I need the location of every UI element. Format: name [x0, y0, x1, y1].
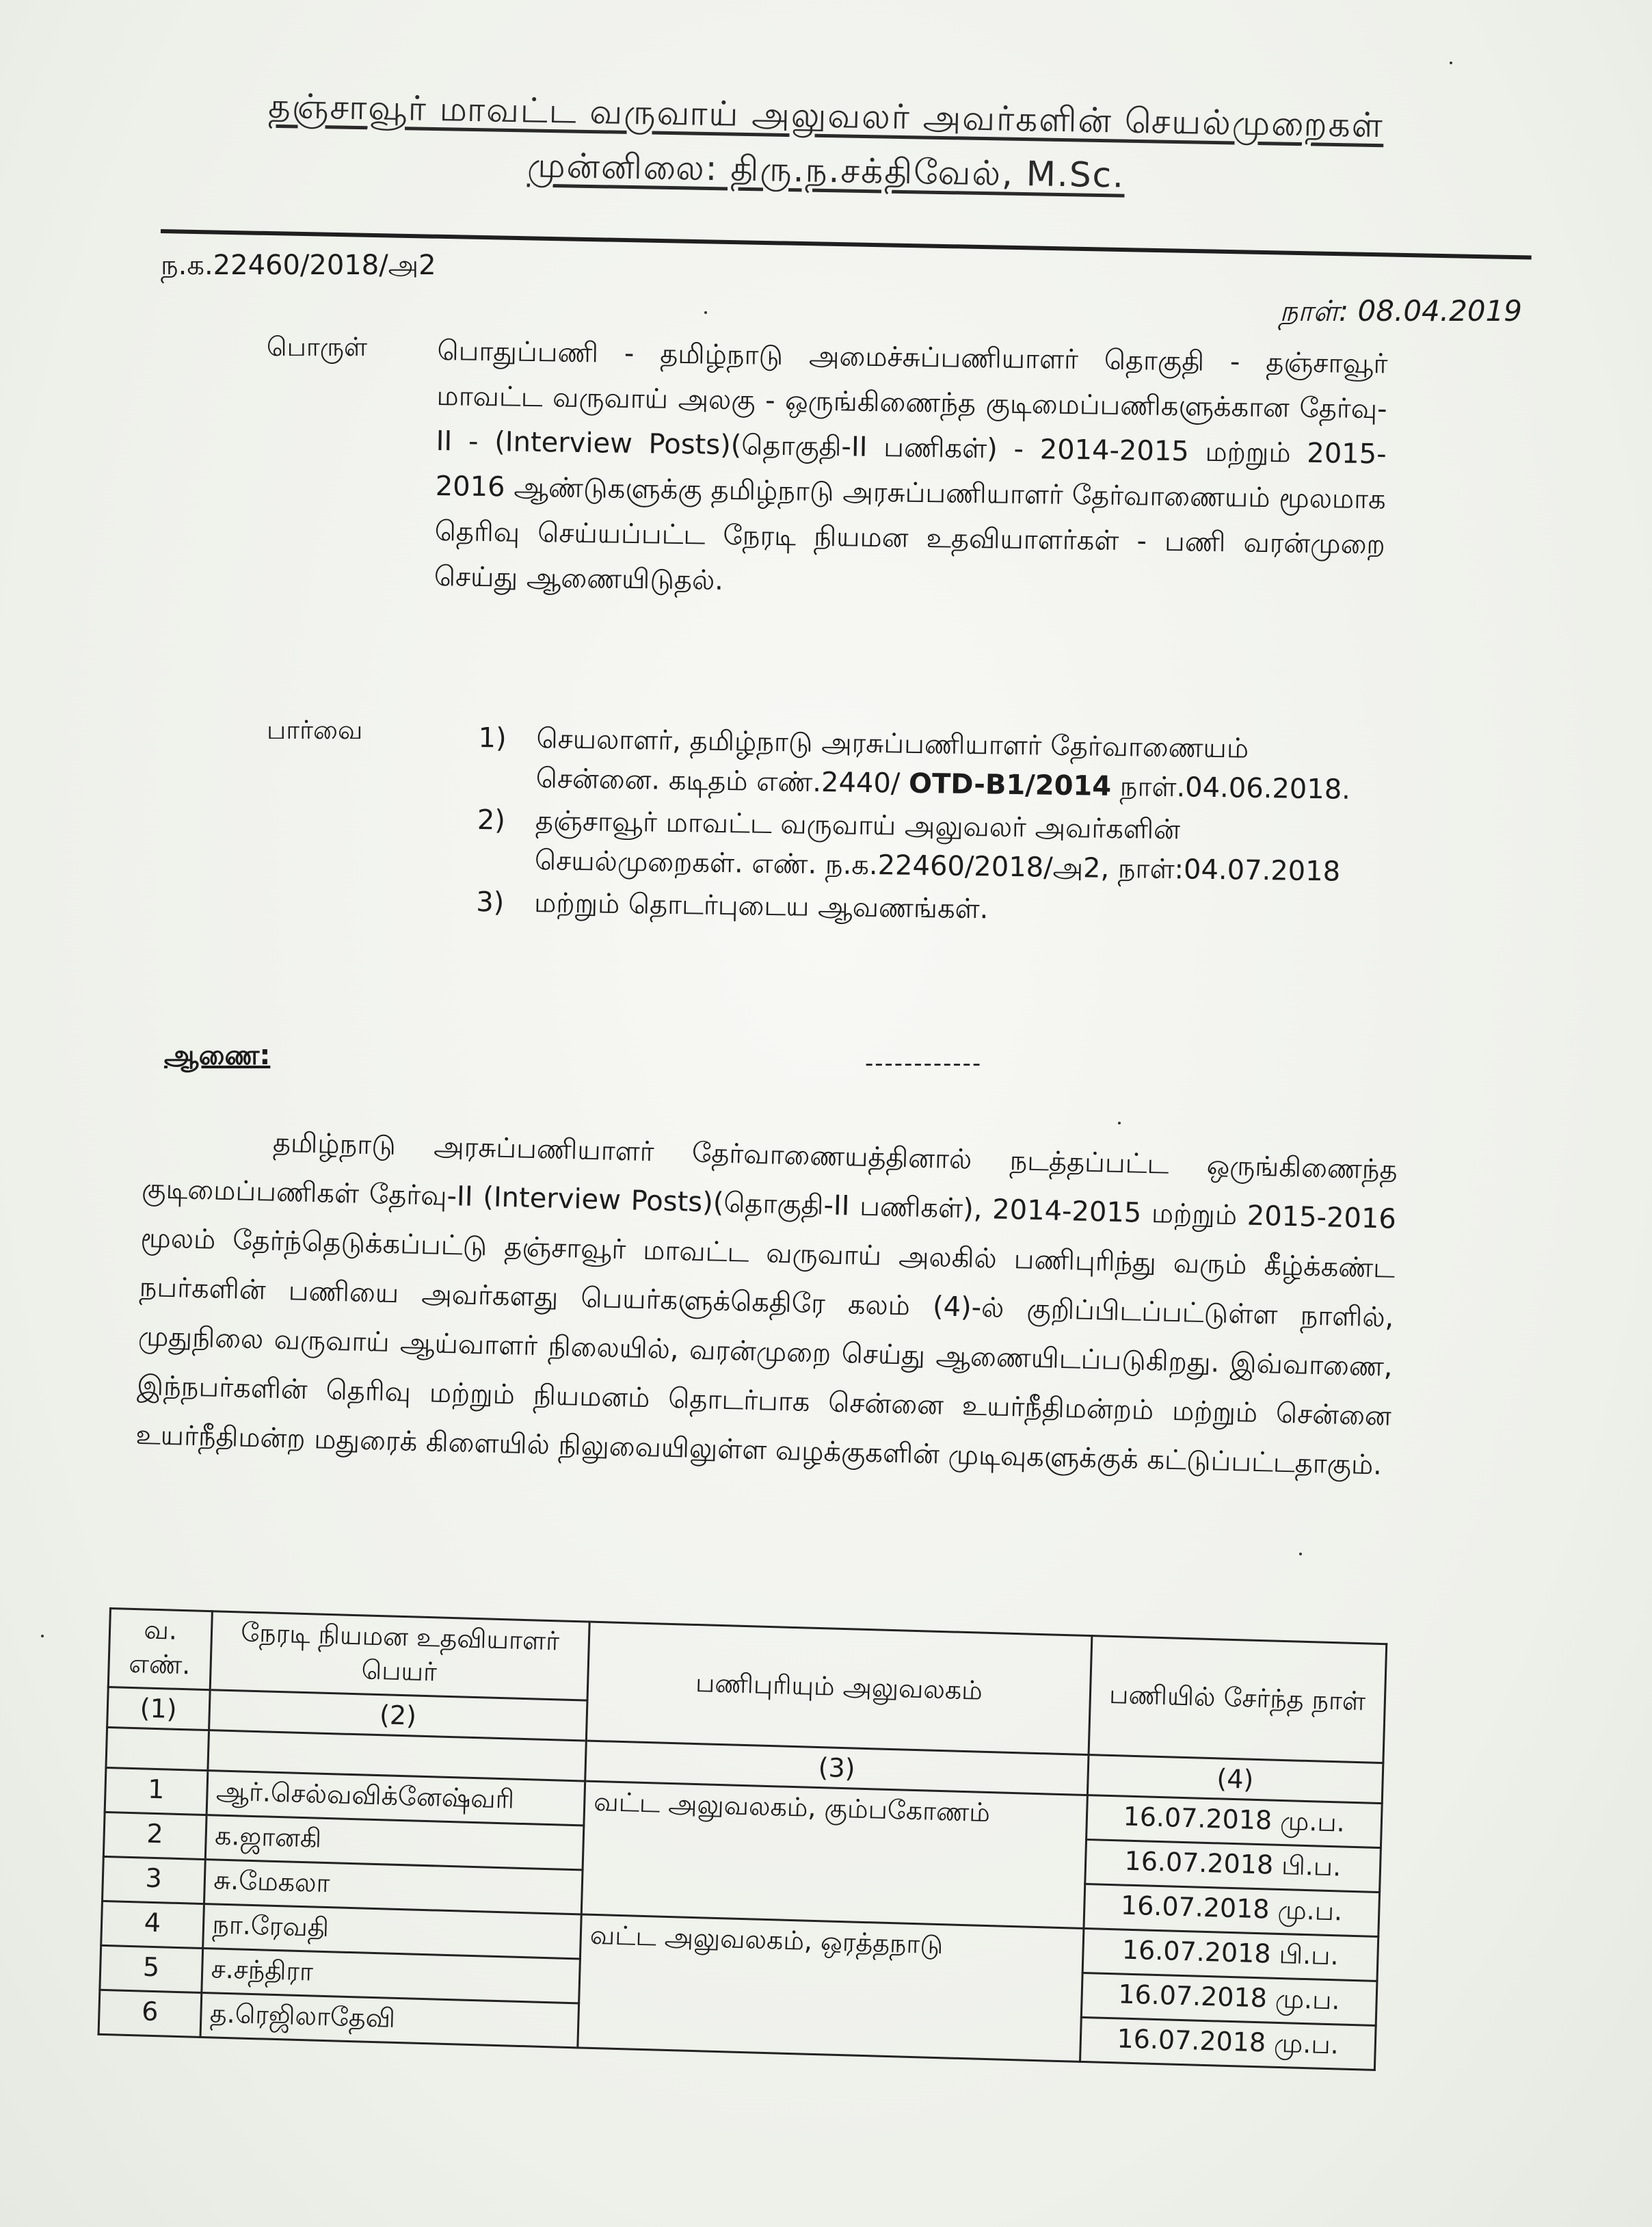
reference-number-marker: 2) [477, 804, 506, 836]
scan-speck [1299, 1553, 1302, 1555]
row-name: ச.சந்திரா [201, 1948, 580, 2003]
row-date: 16.07.2018 பி.ப. [1082, 1928, 1378, 1981]
order-dashes: ------------ [865, 1050, 983, 1077]
row-date: 16.07.2018 மு.ப. [1086, 1795, 1382, 1848]
row-sno: 4 [101, 1901, 204, 1948]
reference-label: பார்வை [267, 715, 363, 745]
scan-speck [1450, 62, 1452, 64]
scan-speck [41, 1635, 44, 1637]
row-office: வட்ட அலுவலகம், ஒரத்தநாடு [578, 1914, 1084, 2061]
row-name: ஆர்.செல்வவிக்னேஷ்வரி [206, 1771, 585, 1826]
order-paragraph: தமிழ்நாடு அரசுப்பணியாளர் தேர்வாணையத்தினால் நடத்தப்பட்ட ஒருங்கிணைந்த குடிமைப்பணிகள் தேர்வு-II (Interview Posts)(தொகுதி-II பணிகள்), 2014-2015 மற்றும் 2015-2016 மூலம் தேர்ந்தெடுக்கப்பட்டு தஞ்சாவூர் மாவட்ட வருவாய் அலகில் பணிபுரிந்து வரும் கீழ்க்கண்ட நபர்களின் பணியை அவர்களது பெயர்களுக்கெதிரே கலம் (4)-ல் குறிப்பிடப்பட்டுள்ள நாளில், முதுநிலை வருவாய் ஆய்வாளர் நிலையில், வரன்முறை செய்து ஆணையிடப்படுகிறது. இவ்வாணை, இந்நபர்களின் தெரிவு மற்றும் நியமனம் தொடர்பாக சென்னை உயர்நீதிமன்றம் மற்றும் சென்னை உயர்நீதிமன்ற மதுரைக் கிளையில் நிலுவையிலுள்ள வழக்குகளின் முடிவுகளுக்குக் கட்டுப்பட்டதாகும். [135, 1126, 1398, 1481]
row-date: 16.07.2018 மு.ப. [1081, 1973, 1377, 2025]
colnum-3: (3) [585, 1741, 1089, 1795]
row-date: 16.07.2018 மு.ப. [1084, 1884, 1380, 1936]
reference-text: செயலாளர், தமிழ்நாடு அரசுப்பணியாளர் தேர்வாணையம் சென்னை. கடிதம் எண்.2440/ [535, 723, 1249, 800]
scan-speck [1118, 1122, 1121, 1124]
header-join-date: பணியில் சேர்ந்த நாள் [1089, 1636, 1387, 1763]
header-sno: வ. எண். [108, 1609, 212, 1690]
reference-number-marker: 1) [478, 722, 507, 754]
reference-item [476, 882, 1352, 934]
order-date: நாள்: 08.04.2019 [1279, 294, 1522, 328]
subject-label: பொருள் [267, 332, 368, 362]
reference-item [477, 718, 1353, 810]
row-sno: 5 [100, 1945, 202, 1992]
colnum-1: (1) [107, 1687, 210, 1730]
row-sno: 3 [103, 1856, 205, 1903]
row-name: சு.மேகலா [204, 1860, 583, 1914]
row-date: 16.07.2018 பி.ப. [1084, 1840, 1381, 1893]
colnum-4: (4) [1087, 1755, 1383, 1804]
row-name: த.ரெஜிலாதேவி [200, 1992, 579, 2047]
reference-text: மற்றும் தொடர்புடைய ஆவணங்கள். [533, 887, 989, 925]
row-sno: 1 [105, 1767, 207, 1815]
row-date: 16.07.2018 மு.ப. [1080, 2017, 1376, 2070]
reference-number-marker: 3) [475, 886, 505, 919]
reference-number: ந.க.22460/2018/அ2 [161, 250, 436, 281]
header-office: பணிபுரியும் அலுவலகம் [586, 1622, 1091, 1754]
reference-item [477, 800, 1353, 892]
header-presiding-officer: முன்னிலை: திரு.ந.சக்திவேல், M.Sc. [527, 145, 1125, 196]
row-name: நா.ரேவதி [202, 1904, 581, 1959]
header-title: தஞ்சாவூர் மாவட்ட வருவாய் அலுவலர் அவர்களின் செயல்முறைகள் [267, 85, 1385, 146]
reference-tail: நாள்.04.06.2018. [1110, 770, 1351, 806]
row-office: வட்ட அலுவலகம், கும்பகோணம் [581, 1781, 1087, 1928]
subject-text: பொதுப்பணி - தமிழ்நாடு அமைச்சுப்பணியாளர் தொகுதி - தஞ்சாவூர் மாவட்ட வருவாய் அலகு - ஒருங்கிணைந்த குடிமைப்பணிகளுக்கான தேர்வு-II - (Interview Posts)(தொகுதி-II பணிகள்) - 2014-2015 மற்றும் 2015-2016 ஆண்டுகளுக்கு தமிழ்நாடு அரசுப்பணியாளர் தேர்வாணையம் மூலமாக தெரிவு செய்யப்பட்ட நேரடி நியமன உதவியாளர்கள் - பணி வரன்முறை செய்து ஆணையிடுதல். [434, 334, 1388, 596]
colnum-2: (2) [209, 1690, 587, 1741]
appointees-table [98, 1607, 1388, 2071]
order-heading: ஆணை: [164, 1040, 271, 1071]
row-name: க.ஜானகி [205, 1815, 584, 1870]
reference-code: OTD-B1/2014 [908, 767, 1112, 802]
row-sno: 6 [98, 1990, 201, 2037]
scan-speck [704, 311, 707, 314]
reference-list [476, 718, 1354, 937]
reference-text: தஞ்சாவூர் மாவட்ட வருவாய் அலுவலர் அவர்களின் செயல்முறைகள். எண். ந.க.22460/2018/அ2, நாள்:04.07.2018 [534, 805, 1341, 888]
header-name: நேரடி நியமன உதவியாளர் பெயர் [210, 1611, 590, 1700]
row-sno: 2 [103, 1812, 206, 1859]
